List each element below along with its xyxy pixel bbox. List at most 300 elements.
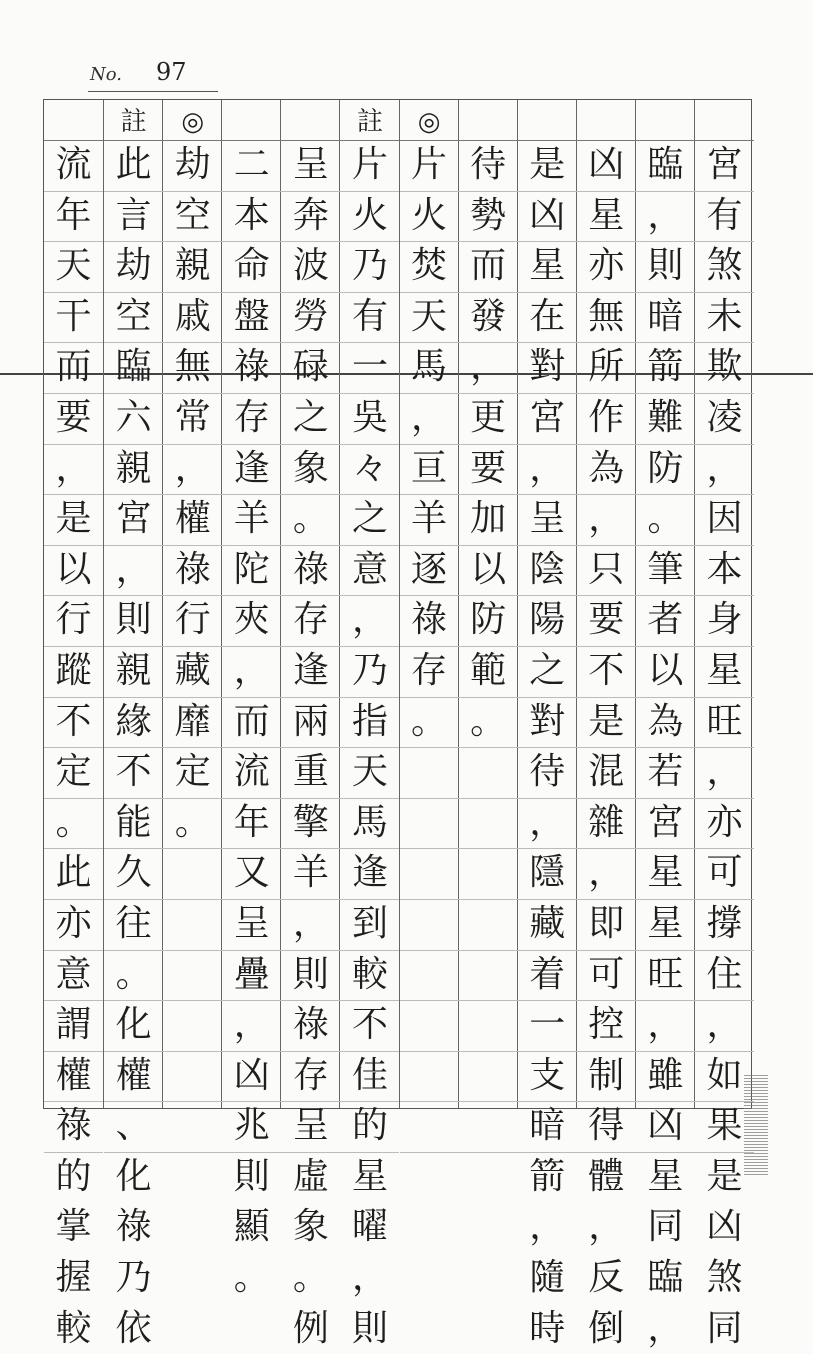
- glyph: 則: [115, 599, 152, 641]
- glyph: 兩: [292, 700, 329, 742]
- glyph: 命: [233, 245, 270, 287]
- glyph: 體: [588, 1155, 625, 1197]
- glyph: 在: [529, 295, 566, 337]
- glyph: 之: [529, 649, 566, 691]
- glyph: ，: [233, 1004, 270, 1046]
- glyph: 化: [115, 1004, 152, 1046]
- glyph: 呈: [292, 144, 329, 185]
- cell-divider: [459, 1101, 518, 1102]
- glyph: 羊: [411, 498, 448, 540]
- glyph: 而: [470, 245, 507, 287]
- glyph: 欺: [706, 346, 743, 388]
- manuscript-column: [517, 100, 577, 1349]
- glyph: 雖: [647, 1054, 684, 1096]
- column-head-mark: [577, 104, 636, 140]
- glyph: 焚: [411, 245, 448, 287]
- glyph: 年: [55, 194, 92, 236]
- column-text: [44, 140, 103, 1354]
- glyph: 定: [55, 751, 92, 793]
- page-number-label: No.: [90, 64, 122, 85]
- glyph: 天: [351, 751, 388, 793]
- glyph: 凶: [233, 1054, 270, 1096]
- glyph: 依: [115, 1307, 152, 1349]
- glyph: 劫: [115, 245, 152, 287]
- glyph: 較: [351, 953, 388, 995]
- glyph: 勢: [470, 194, 507, 236]
- glyph: 星: [647, 852, 684, 894]
- column-head-mark: [636, 104, 695, 140]
- glyph: 。: [411, 700, 448, 742]
- glyph: 天: [55, 245, 92, 287]
- glyph: 空: [174, 194, 211, 236]
- glyph: 要: [470, 447, 507, 489]
- glyph: 的: [55, 1155, 92, 1197]
- glyph: 盤: [233, 295, 270, 337]
- glyph: 防: [647, 447, 684, 489]
- glyph: 逐: [411, 548, 448, 590]
- glyph: 則: [647, 245, 684, 287]
- glyph: 陀: [233, 548, 270, 590]
- glyph: 片: [411, 144, 448, 185]
- glyph: 此: [55, 852, 92, 894]
- glyph: 本: [233, 194, 270, 236]
- glyph: 存: [233, 396, 270, 438]
- cell-divider: [400, 848, 459, 849]
- column-text: [163, 140, 222, 848]
- glyph: 勞: [292, 295, 329, 337]
- cell-divider: [459, 950, 518, 951]
- glyph: 是: [529, 144, 566, 185]
- glyph: 隱: [529, 852, 566, 894]
- glyph: 可: [706, 852, 743, 894]
- glyph: 臨: [115, 346, 152, 388]
- glyph: 凌: [706, 396, 743, 438]
- column-text: [222, 140, 281, 1304]
- glyph: ，: [647, 1307, 684, 1349]
- glyph: 以: [55, 548, 92, 590]
- glyph: 乃: [351, 245, 388, 287]
- manuscript-column: [280, 100, 340, 1349]
- glyph: 藏: [529, 902, 566, 944]
- glyph: 住: [706, 953, 743, 995]
- manuscript-column: [103, 100, 163, 1349]
- cell-divider: [163, 1101, 222, 1102]
- glyph: 親: [174, 245, 211, 287]
- glyph: 羊: [292, 852, 329, 894]
- glyph: 臨: [647, 144, 684, 185]
- glyph: 祿: [411, 599, 448, 641]
- glyph: 碌: [292, 346, 329, 388]
- glyph: 混: [588, 751, 625, 793]
- glyph: 之: [292, 396, 329, 438]
- glyph: 重: [292, 751, 329, 793]
- glyph: 虛: [292, 1155, 329, 1197]
- glyph: 權: [115, 1054, 152, 1096]
- glyph: 存: [411, 649, 448, 691]
- column-head-mark: [222, 104, 281, 140]
- glyph: 疊: [233, 953, 270, 995]
- glyph: 則: [292, 953, 329, 995]
- glyph: 祿: [55, 1105, 92, 1147]
- glyph: 所: [588, 346, 625, 388]
- column-head-mark: ◎: [181, 107, 205, 137]
- glyph: 箭: [647, 346, 684, 388]
- glyph: 防: [470, 599, 507, 641]
- glyph: 星: [351, 1155, 388, 1197]
- glyph: 又: [233, 852, 270, 894]
- glyph: 如: [706, 1054, 743, 1096]
- glyph: 祿: [115, 1206, 152, 1248]
- glyph: 劫: [174, 144, 211, 185]
- glyph: 之: [351, 498, 388, 540]
- glyph: 凶: [706, 1206, 743, 1248]
- glyph: 奔: [292, 194, 329, 236]
- glyph: 本: [706, 548, 743, 590]
- glyph: 靡: [174, 700, 211, 742]
- glyph: 到: [351, 902, 388, 944]
- glyph: 暗: [529, 1105, 566, 1147]
- glyph: 戚: [174, 295, 211, 337]
- column-head-mark: [459, 104, 518, 140]
- glyph: 片: [351, 144, 388, 185]
- glyph: 是: [55, 498, 92, 540]
- glyph: 逢: [351, 852, 388, 894]
- glyph: 難: [647, 396, 684, 438]
- glyph: 雜: [588, 801, 625, 843]
- glyph: 星: [706, 649, 743, 691]
- glyph: 因: [706, 498, 743, 540]
- glyph: ，: [588, 498, 625, 540]
- glyph: 存: [292, 1054, 329, 1096]
- glyph: ，: [470, 346, 507, 388]
- glyph: 星: [647, 902, 684, 944]
- glyph: ，: [55, 447, 92, 489]
- glyph: 年: [233, 801, 270, 843]
- glyph: 往: [115, 902, 152, 944]
- column-head-mark: [518, 104, 577, 140]
- glyph: 制: [588, 1054, 625, 1096]
- column-text: [104, 140, 163, 1354]
- glyph: 星: [647, 1155, 684, 1197]
- glyph: 箭: [529, 1155, 566, 1197]
- glyph: 二: [233, 144, 270, 185]
- glyph: 親: [115, 649, 152, 691]
- glyph: 更: [470, 396, 507, 438]
- glyph: 凶: [588, 144, 625, 185]
- glyph: 暗: [647, 295, 684, 337]
- glyph: 同: [647, 1206, 684, 1248]
- binding-edge: [744, 1075, 768, 1175]
- glyph: 而: [55, 346, 92, 388]
- glyph: 加: [470, 498, 507, 540]
- glyph: 要: [588, 599, 625, 641]
- glyph: ，: [115, 548, 152, 590]
- glyph: 此: [115, 144, 152, 185]
- glyph: 象: [292, 447, 329, 489]
- glyph: 有: [351, 295, 388, 337]
- glyph: 不: [55, 700, 92, 742]
- glyph: 旺: [647, 953, 684, 995]
- glyph: 星: [588, 194, 625, 236]
- glyph: 常: [174, 396, 211, 438]
- glyph: 祿: [292, 1004, 329, 1046]
- glyph: 馬: [411, 346, 448, 388]
- glyph: 逢: [292, 649, 329, 691]
- glyph: ，: [174, 447, 211, 489]
- column-text: [577, 140, 636, 1354]
- cell-divider: [400, 1152, 459, 1153]
- glyph: ，: [529, 801, 566, 843]
- glyph: 。: [292, 1257, 329, 1299]
- glyph: 若: [647, 751, 684, 793]
- manuscript-column: [221, 100, 281, 1299]
- column-head-mark: 註: [356, 107, 383, 137]
- glyph: 對: [529, 700, 566, 742]
- column-text: [400, 140, 459, 747]
- glyph: 化: [115, 1155, 152, 1197]
- glyph: 六: [115, 396, 152, 438]
- glyph: 擎: [292, 801, 329, 843]
- glyph: 乃: [115, 1257, 152, 1299]
- glyph: 曜: [351, 1206, 388, 1248]
- column-head-mark: [281, 104, 340, 140]
- glyph: ，: [706, 1004, 743, 1046]
- cell-divider: [459, 798, 518, 799]
- glyph: 筆: [647, 548, 684, 590]
- glyph: 々: [351, 447, 388, 489]
- manuscript-column: [399, 100, 459, 1108]
- glyph: 一: [529, 1004, 566, 1046]
- glyph: 則: [351, 1307, 388, 1349]
- glyph: 掌: [55, 1206, 92, 1248]
- glyph: 臨: [647, 1257, 684, 1299]
- column-text: [518, 140, 577, 1354]
- glyph: ，: [351, 1257, 388, 1299]
- glyph: 親: [115, 447, 152, 489]
- glyph: 。: [292, 498, 329, 540]
- glyph: 時: [529, 1307, 566, 1349]
- page-number-value: 97: [156, 58, 187, 86]
- manuscript-column: [44, 100, 103, 1349]
- glyph: 無: [588, 295, 625, 337]
- glyph: 象: [292, 1206, 329, 1248]
- glyph: 火: [411, 194, 448, 236]
- glyph: 旺: [706, 700, 743, 742]
- glyph: 。: [115, 953, 152, 995]
- glyph: 指: [351, 700, 388, 742]
- column-text: [340, 140, 399, 1354]
- glyph: 只: [588, 548, 625, 590]
- glyph: 亦: [588, 245, 625, 287]
- glyph: 發: [470, 295, 507, 337]
- glyph: 有: [706, 194, 743, 236]
- cell-divider: [163, 899, 222, 900]
- cell-divider: [459, 848, 518, 849]
- cell-divider: [400, 950, 459, 951]
- column-text: [281, 140, 340, 1354]
- cell-divider: [400, 1000, 459, 1001]
- glyph: 是: [588, 700, 625, 742]
- glyph: 待: [470, 144, 507, 185]
- glyph: ，: [706, 447, 743, 489]
- glyph: 行: [174, 599, 211, 641]
- glyph: 乃: [351, 649, 388, 691]
- glyph: 蹤: [55, 649, 92, 691]
- glyph: 不: [588, 649, 625, 691]
- glyph: 逢: [233, 447, 270, 489]
- glyph: 為: [588, 447, 625, 489]
- cell-divider: [163, 950, 222, 951]
- glyph: 緣: [115, 700, 152, 742]
- glyph: 呈: [292, 1105, 329, 1147]
- glyph: 、: [115, 1105, 152, 1147]
- glyph: 例: [292, 1307, 329, 1349]
- cell-divider: [459, 1051, 518, 1052]
- glyph: 佳: [351, 1054, 388, 1096]
- cell-divider: [400, 798, 459, 799]
- glyph: 火: [351, 194, 388, 236]
- cell-divider: [459, 1000, 518, 1001]
- glyph: 待: [529, 751, 566, 793]
- glyph: 言: [115, 194, 152, 236]
- glyph: 宮: [647, 801, 684, 843]
- glyph: 祿: [292, 548, 329, 590]
- glyph: 亦: [55, 902, 92, 944]
- glyph: 隨: [529, 1257, 566, 1299]
- glyph: 流: [55, 144, 92, 185]
- manuscript-column: [635, 100, 695, 1349]
- glyph: 意: [351, 548, 388, 590]
- glyph: 可: [588, 953, 625, 995]
- column-head-mark: ◎: [417, 107, 441, 137]
- glyph: 空: [115, 295, 152, 337]
- cell-divider: [400, 899, 459, 900]
- glyph: ，: [529, 1206, 566, 1248]
- glyph: 凶: [529, 194, 566, 236]
- glyph: ，: [647, 1004, 684, 1046]
- cell-divider: [400, 1051, 459, 1052]
- manuscript-grid: [43, 99, 752, 1349]
- cell-divider: [459, 1152, 518, 1153]
- glyph: 意: [55, 953, 92, 995]
- glyph: 身: [706, 599, 743, 641]
- cell-divider: [163, 848, 222, 849]
- glyph: 陰: [529, 548, 566, 590]
- glyph: 而: [233, 700, 270, 742]
- glyph: 波: [292, 245, 329, 287]
- glyph: 祿: [233, 346, 270, 388]
- glyph: 。: [55, 801, 92, 843]
- column-head-mark: 註: [120, 107, 147, 137]
- glyph: 凶: [647, 1105, 684, 1147]
- glyph: 煞: [706, 1257, 743, 1299]
- manuscript-column: [162, 100, 222, 1108]
- glyph: 星: [529, 245, 566, 287]
- glyph: 即: [588, 902, 625, 944]
- glyph: 行: [55, 599, 92, 641]
- glyph: 倒: [588, 1307, 625, 1349]
- glyph: 謂: [55, 1004, 92, 1046]
- glyph: ，: [647, 194, 684, 236]
- glyph: 同: [706, 1307, 743, 1349]
- glyph: 祿: [174, 548, 211, 590]
- glyph: 干: [55, 295, 92, 337]
- page-number: [88, 58, 218, 92]
- glyph: 亘: [411, 447, 448, 489]
- manuscript-column: [576, 100, 636, 1349]
- glyph: 權: [55, 1054, 92, 1096]
- glyph: 範: [470, 649, 507, 691]
- glyph: 控: [588, 1004, 625, 1046]
- glyph: 者: [647, 599, 684, 641]
- column-head-mark: [695, 104, 754, 140]
- glyph: 能: [115, 801, 152, 843]
- glyph: 反: [588, 1257, 625, 1299]
- glyph: 較: [55, 1307, 92, 1349]
- glyph: ，: [529, 447, 566, 489]
- glyph: 宮: [706, 144, 743, 185]
- glyph: 握: [55, 1257, 92, 1299]
- glyph: 宮: [115, 498, 152, 540]
- cell-divider: [459, 899, 518, 900]
- glyph: ，: [588, 1206, 625, 1248]
- glyph: ，: [411, 396, 448, 438]
- glyph: 權: [174, 498, 211, 540]
- manuscript-column: [339, 100, 399, 1349]
- cell-divider: [163, 1152, 222, 1153]
- glyph: 吳: [351, 396, 388, 438]
- glyph: 一: [351, 346, 388, 388]
- glyph: 宮: [529, 396, 566, 438]
- glyph: 。: [233, 1257, 270, 1299]
- glyph: 未: [706, 295, 743, 337]
- glyph: 以: [647, 649, 684, 691]
- glyph: 為: [647, 700, 684, 742]
- glyph: 則: [233, 1155, 270, 1197]
- glyph: 羊: [233, 498, 270, 540]
- cell-divider: [400, 1101, 459, 1102]
- manuscript-column: [694, 100, 754, 1349]
- glyph: ，: [292, 902, 329, 944]
- glyph: 的: [351, 1105, 388, 1147]
- cell-divider: [459, 747, 518, 748]
- glyph: 夾: [233, 599, 270, 641]
- glyph: 存: [292, 599, 329, 641]
- glyph: ，: [706, 751, 743, 793]
- column-text: [459, 140, 518, 747]
- glyph: 不: [115, 751, 152, 793]
- glyph: 得: [588, 1105, 625, 1147]
- glyph: 馬: [351, 801, 388, 843]
- glyph: 。: [174, 801, 211, 843]
- glyph: 呈: [233, 902, 270, 944]
- manuscript-column: [458, 100, 518, 1108]
- glyph: 作: [588, 396, 625, 438]
- glyph: ，: [351, 599, 388, 641]
- glyph: 煞: [706, 245, 743, 287]
- cell-divider: [400, 747, 459, 748]
- glyph: 流: [233, 751, 270, 793]
- glyph: 對: [529, 346, 566, 388]
- glyph: 。: [647, 498, 684, 540]
- glyph: 陽: [529, 599, 566, 641]
- glyph: 久: [115, 852, 152, 894]
- glyph: 支: [529, 1054, 566, 1096]
- glyph: ，: [588, 852, 625, 894]
- glyph: 藏: [174, 649, 211, 691]
- glyph: 以: [470, 548, 507, 590]
- column-text: [636, 140, 695, 1354]
